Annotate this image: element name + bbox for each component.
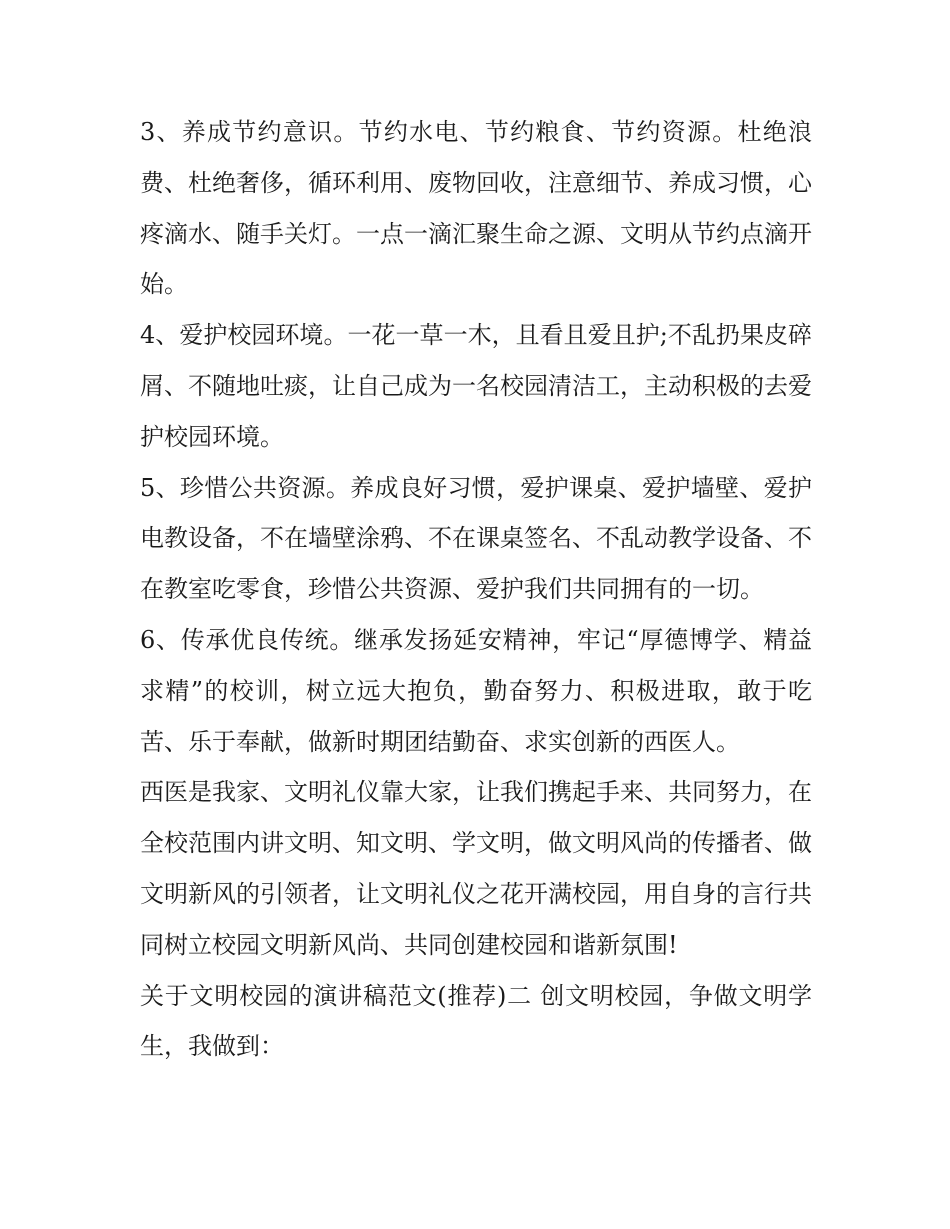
paragraph-saving-awareness: 3、养成节约意识。节约水电、节约粮食、节约资源。杜绝浪费、杜绝奢侈，循环利用、废物回收，注意细节、养成习惯，心疼滴水、随手关灯。一点一滴汇聚生命之源、文明从节约点滴开始。 bbox=[140, 118, 812, 299]
document-body bbox=[140, 107, 812, 1072]
paragraph-fine-traditions: 6、传承优良传统。继承发扬延安精神，牢记“厚德博学、精益求精”的校训，树立远大抱负，勤奋努力、积极进取，敢于吃苦、乐于奉献，做新时期团结勤奋、求实创新的西医人。 bbox=[140, 625, 812, 756]
paragraph-closing-appeal: 西医是我家、文明礼仪靠大家，让我们携起手来、共同努力，在全校范围内讲文明、知文明、学文明，做文明风尚的传播者、做文明新风的引领者，让文明礼仪之花开满校园，用自身的言行共同树立校园文明新风尚、共同创建校园和谐新氛围! bbox=[140, 778, 812, 959]
paragraph-public-resources: 5、珍惜公共资源。养成良好习惯，爱护课桌、爱护墙壁、爱护电教设备，不在墙壁涂鸦、不在课桌签名、不乱动教学设备、不在教室吃零食，珍惜公共资源、爱护我们共同拥有的一切。 bbox=[140, 473, 812, 604]
paragraph-campus-environment: 4、爱护校园环境。一花一草一木，且看且爱且护;不乱扔果皮碎屑、不随地吐痰，让自己成为一名校园清洁工，主动积极的去爱护校园环境。 bbox=[140, 321, 812, 451]
paragraph-next-speech-title: 关于文明校园的演讲稿范文(推荐)二 创文明校园，争做文明学生，我做到： bbox=[140, 981, 812, 1061]
